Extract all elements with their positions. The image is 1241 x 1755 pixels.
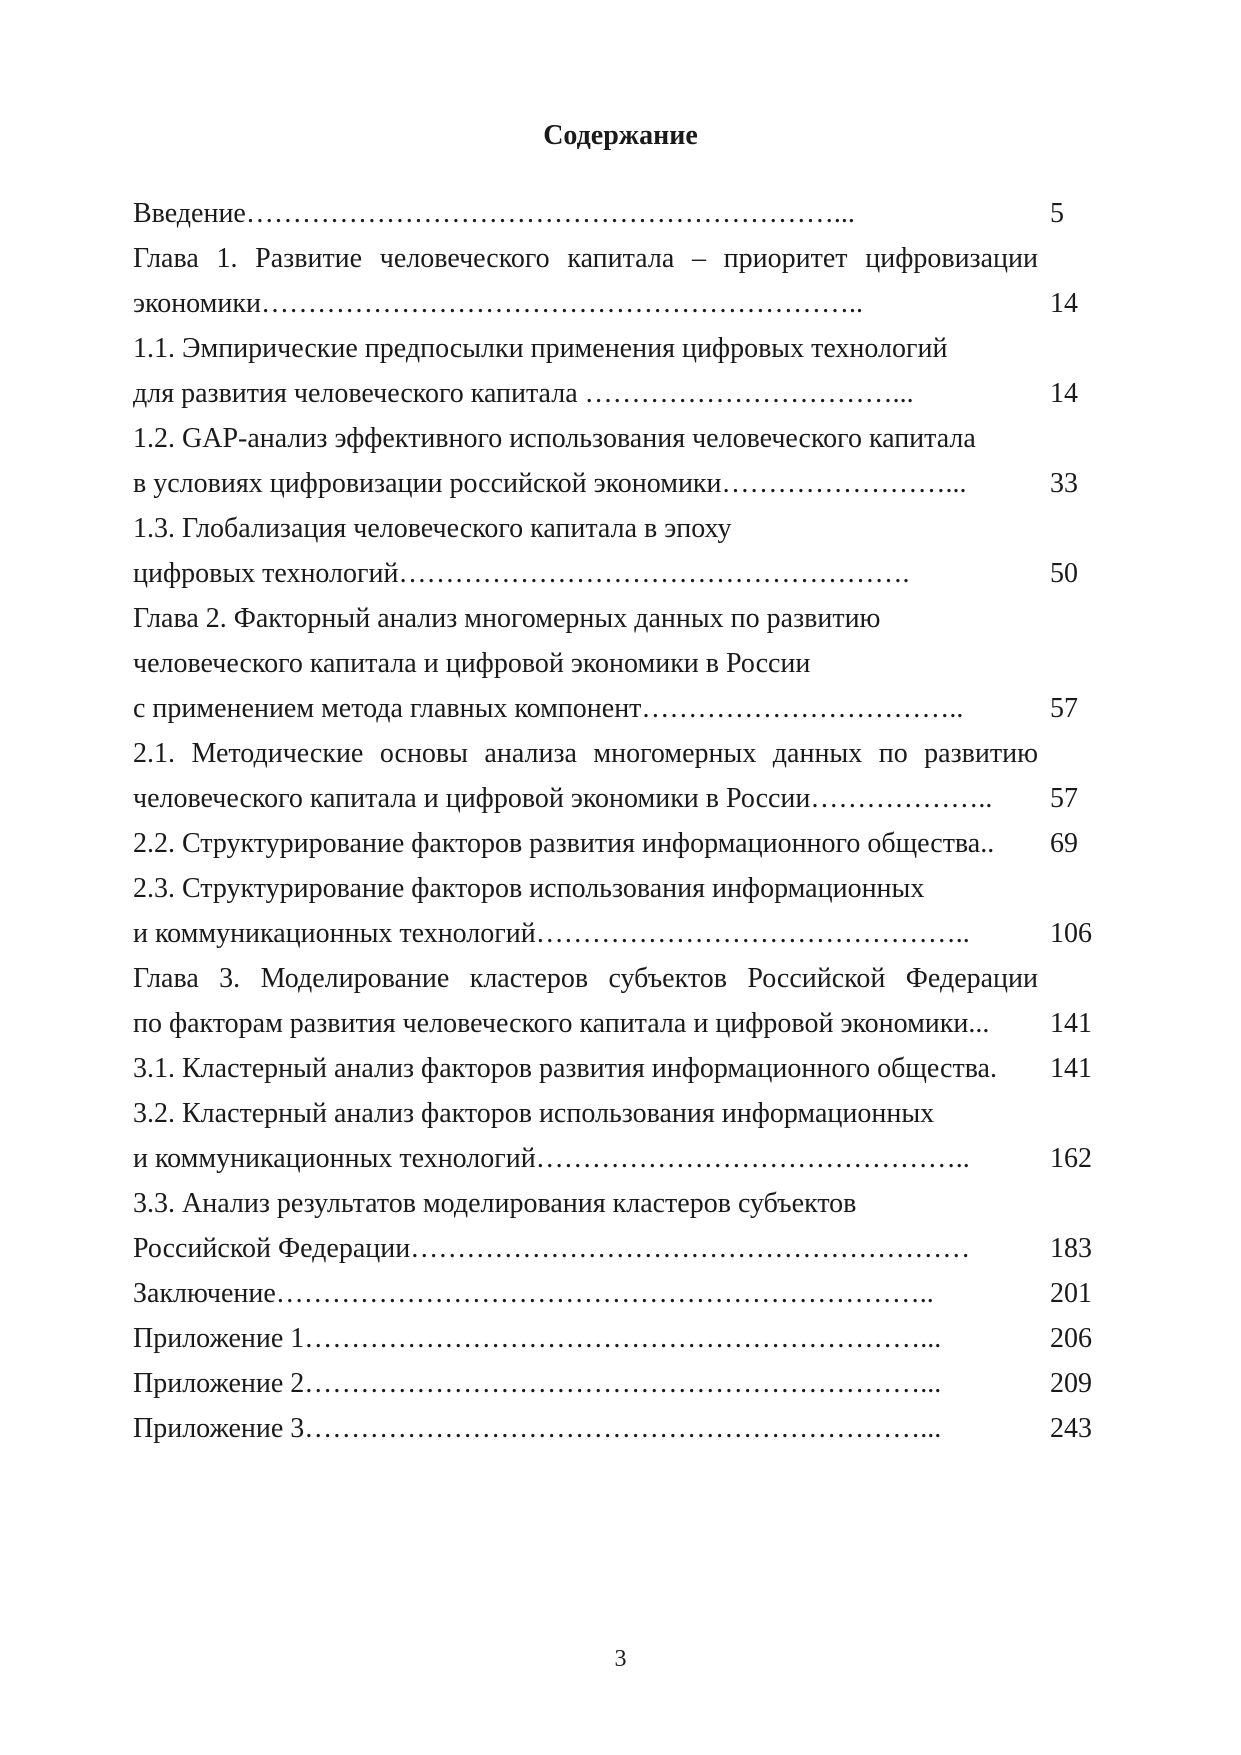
toc-page-number: 57 <box>1050 783 1078 814</box>
toc-page-number: 162 <box>1050 1143 1092 1174</box>
toc-entry-chapter-2[interactable]: Глава 2. Факторный анализ многомерных данных по развитию <box>133 603 881 634</box>
toc-page-number: 69 <box>1050 828 1078 859</box>
toc-entry-3-1[interactable]: 3.1. Кластерный анализ факторов развития информационного общества. <box>133 1053 997 1084</box>
toc-entry-3-2-cont[interactable]: и коммуникационных технологий……………………………………….. <box>133 1143 970 1174</box>
toc-entry-chapter-1[interactable]: Глава 1. Развитие человеческого капитала – приоритет цифровизации <box>133 243 1038 274</box>
toc-page-number: 14 <box>1050 378 1078 409</box>
toc-page-number: 33 <box>1050 468 1078 499</box>
page-number: 3 <box>614 1646 627 1672</box>
toc-entry-2-3-cont[interactable]: и коммуникационных технологий……………………………………….. <box>133 918 970 949</box>
toc-entry-2-1-cont[interactable]: человеческого капитала и цифровой экономики в России……………….. <box>133 783 993 814</box>
toc-entry-1-2-cont[interactable]: в условиях цифровизации российской экономики……………………... <box>133 468 967 499</box>
toc-page-number: 206 <box>1050 1323 1092 1354</box>
toc-entry-chapter-2-cont[interactable]: человеческого капитала и цифровой экономики в России <box>133 648 811 679</box>
toc-page-number: 5 <box>1050 198 1064 229</box>
toc-page-number: 57 <box>1050 693 1078 724</box>
toc-entry-conclusion[interactable]: Заключение…………………………………………………………….. <box>133 1278 934 1309</box>
toc-page-number: 243 <box>1050 1413 1092 1444</box>
toc-page-number: 209 <box>1050 1368 1092 1399</box>
toc-entry-chapter-2-cont[interactable]: с применением метода главных компонент…………………………….. <box>133 693 964 724</box>
toc-entry-2-1[interactable]: 2.1. Методические основы анализа многомерных данных по развитию <box>133 738 1038 769</box>
toc-entry-1-1-cont[interactable]: для развития человеческого капитала ……………………………... <box>133 378 914 409</box>
toc-entry-1-3[interactable]: 1.3. Глобализация человеческого капитала в эпоху <box>133 513 732 544</box>
toc-page-number: 50 <box>1050 558 1078 589</box>
toc-entry-appendix-2[interactable]: Приложение 2…………………………………………………………... <box>133 1368 942 1399</box>
toc-page-number: 183 <box>1050 1233 1092 1264</box>
toc-page-number: 141 <box>1050 1053 1092 1084</box>
toc-entry-chapter-1-cont[interactable]: экономики……………………………………………………….. <box>133 288 863 319</box>
toc-entry-3-3[interactable]: 3.3. Анализ результатов моделирования кластеров субъектов <box>133 1188 857 1219</box>
toc-page-number: 141 <box>1050 1008 1092 1039</box>
toc-entry-1-3-cont[interactable]: цифровых технологий………………………………………………. <box>133 558 910 589</box>
toc-entry-intro[interactable]: Введение………………………………………………………... <box>133 198 855 229</box>
toc-entry-chapter-3[interactable]: Глава 3. Моделирование кластеров субъектов Российской Федерации <box>133 963 1038 994</box>
toc-entry-2-3[interactable]: 2.3. Структурирование факторов использования информационных <box>133 873 925 904</box>
toc-entry-3-2[interactable]: 3.2. Кластерный анализ факторов использования информационных <box>133 1098 935 1129</box>
toc-entry-2-2[interactable]: 2.2. Структурирование факторов развития информационного общества.. <box>133 828 995 859</box>
toc-page-number: 14 <box>1050 288 1078 319</box>
toc-entry-appendix-3[interactable]: Приложение 3…………………………………………………………... <box>133 1413 942 1444</box>
toc-entry-chapter-3-cont[interactable]: по факторам развития человеческого капитала и цифровой экономики... <box>133 1008 990 1039</box>
toc-entry-1-1[interactable]: 1.1. Эмпирические предпосылки применения цифровых технологий <box>133 333 948 364</box>
page-title: Содержание <box>543 120 698 151</box>
toc-page-number: 201 <box>1050 1278 1092 1309</box>
toc-page-number: 106 <box>1050 918 1092 949</box>
toc-entry-1-2[interactable]: 1.2. GAP-анализ эффективного использования человеческого капитала <box>133 423 976 454</box>
toc-entry-3-3-cont[interactable]: Российской Федерации…………………………………………………… <box>133 1233 971 1264</box>
toc-entry-appendix-1[interactable]: Приложение 1…………………………………………………………... <box>133 1323 942 1354</box>
